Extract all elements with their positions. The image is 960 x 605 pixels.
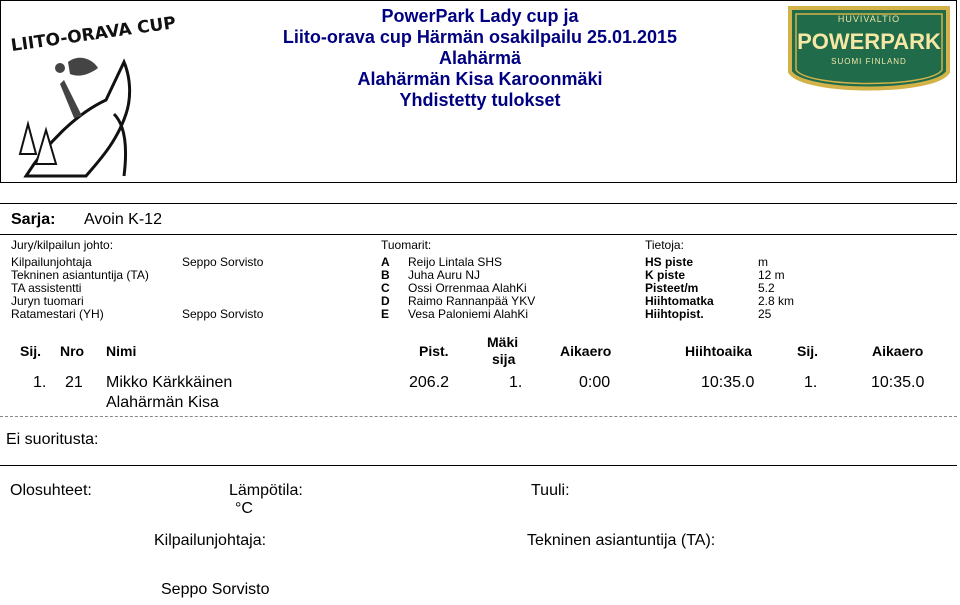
col-hiihtoaika: Hiihtoaika (685, 343, 752, 359)
title-line-1: PowerPark Lady cup ja (381, 6, 579, 26)
title-line-2: Liito-orava cup Härmän osakilpailu 25.01.2015 (282, 27, 678, 47)
judge-name: Juha Auru NJ (408, 268, 481, 282)
col-sij: Sij. (20, 343, 42, 359)
result-club: Alahärmän Kisa (106, 394, 219, 411)
director-name: Seppo Sorvisto (161, 581, 270, 598)
judge-letter: C (381, 281, 390, 295)
jury-role: Kilpailunjohtaja (11, 255, 92, 269)
logo-top-text: HUVIVALTIO (837, 14, 901, 24)
logo-bottom-text: SUOMI FINLAND (831, 57, 907, 66)
col-maki: Mäki (487, 334, 519, 350)
jury-heading: Jury/kilpailun johto: (11, 238, 114, 252)
jury-name: Seppo Sorvisto (182, 307, 264, 321)
temperature-label: Lämpötila: (229, 482, 303, 499)
judge-letter: B (381, 268, 390, 282)
info-key: Hiihtopist. (645, 307, 704, 321)
col-sija: sija (492, 351, 516, 367)
judges-heading: Tuomarit: (381, 238, 432, 252)
info-value: 25 (758, 307, 772, 321)
svg-text:LIITO-ORAVA CUP: LIITO-ORAVA CUP (9, 13, 178, 57)
sarja-value: Avoin K-12 (84, 211, 162, 228)
info-value: m (758, 255, 768, 269)
judge-name: Raimo Rannanpää YKV (408, 294, 536, 308)
jury-role: Juryn tuomari (11, 294, 84, 308)
col-aikaero2: Aikaero (872, 343, 924, 359)
judge-letter: E (381, 307, 390, 321)
info-value: 2.8 km (758, 294, 795, 308)
info-value: 5.2 (758, 281, 775, 295)
result-pist: 206.2 (409, 374, 450, 391)
info-key: Pisteet/m (645, 281, 699, 295)
sarja-label: Sarja: (11, 211, 56, 228)
col-nimi: Nimi (106, 343, 137, 359)
logo-main-text: POWERPARK (797, 29, 941, 54)
title-line-4: Alahärmän Kisa Karoonmäki (357, 69, 603, 89)
info-value: 12 m (758, 268, 785, 282)
result-aikaero2: 10:35.0 (871, 374, 925, 391)
result-sij2: 1. (804, 374, 818, 391)
result-separator (0, 416, 957, 417)
info-key: Hiihtomatka (645, 294, 714, 308)
conditions-label: Olosuhteet: (10, 482, 92, 499)
col-pist: Pist. (419, 343, 449, 359)
jury-role: TA assistentti (11, 281, 82, 295)
jury-role: Ratamestari (YH) (11, 307, 104, 321)
wind-label: Tuuli: (531, 482, 570, 499)
title-line-5: Yhdistetty tulokset (399, 90, 561, 110)
info-heading: Tietoja: (645, 238, 684, 252)
jury-role: Tekninen asiantuntija (TA) (11, 268, 149, 282)
title-line-3: Alahärmä (438, 48, 522, 68)
col-nro: Nro (60, 343, 85, 359)
result-aikaero: 0:00 (579, 374, 611, 391)
info-key: K piste (645, 268, 686, 282)
jury-name: Seppo Sorvisto (182, 255, 264, 269)
info-key: HS piste (645, 255, 694, 269)
col-aikaero: Aikaero (560, 343, 612, 359)
result-nro: 21 (65, 374, 83, 391)
judge-name: Vesa Paloniemi AlahKi (408, 307, 529, 321)
result-hiihtoaika: 10:35.0 (701, 374, 755, 391)
ta-label: Tekninen asiantuntija (TA): (527, 532, 716, 549)
result-sij: 1. (33, 374, 47, 391)
judge-letter: A (381, 255, 390, 269)
result-name: Mikko Kärkkäinen (106, 374, 233, 391)
judge-name: Reijo Lintala SHS (408, 255, 503, 269)
col-sij2: Sij. (797, 343, 819, 359)
judge-letter: D (381, 294, 390, 308)
judge-name: Ossi Orrenmaa AlahKi (408, 281, 527, 295)
director-label: Kilpailunjohtaja: (154, 532, 267, 549)
conditions-rule (0, 465, 957, 466)
result-maki-sija: 1. (509, 374, 523, 391)
no-result-label: Ei suoritusta: (6, 431, 99, 448)
temperature-unit: °C (235, 500, 253, 517)
